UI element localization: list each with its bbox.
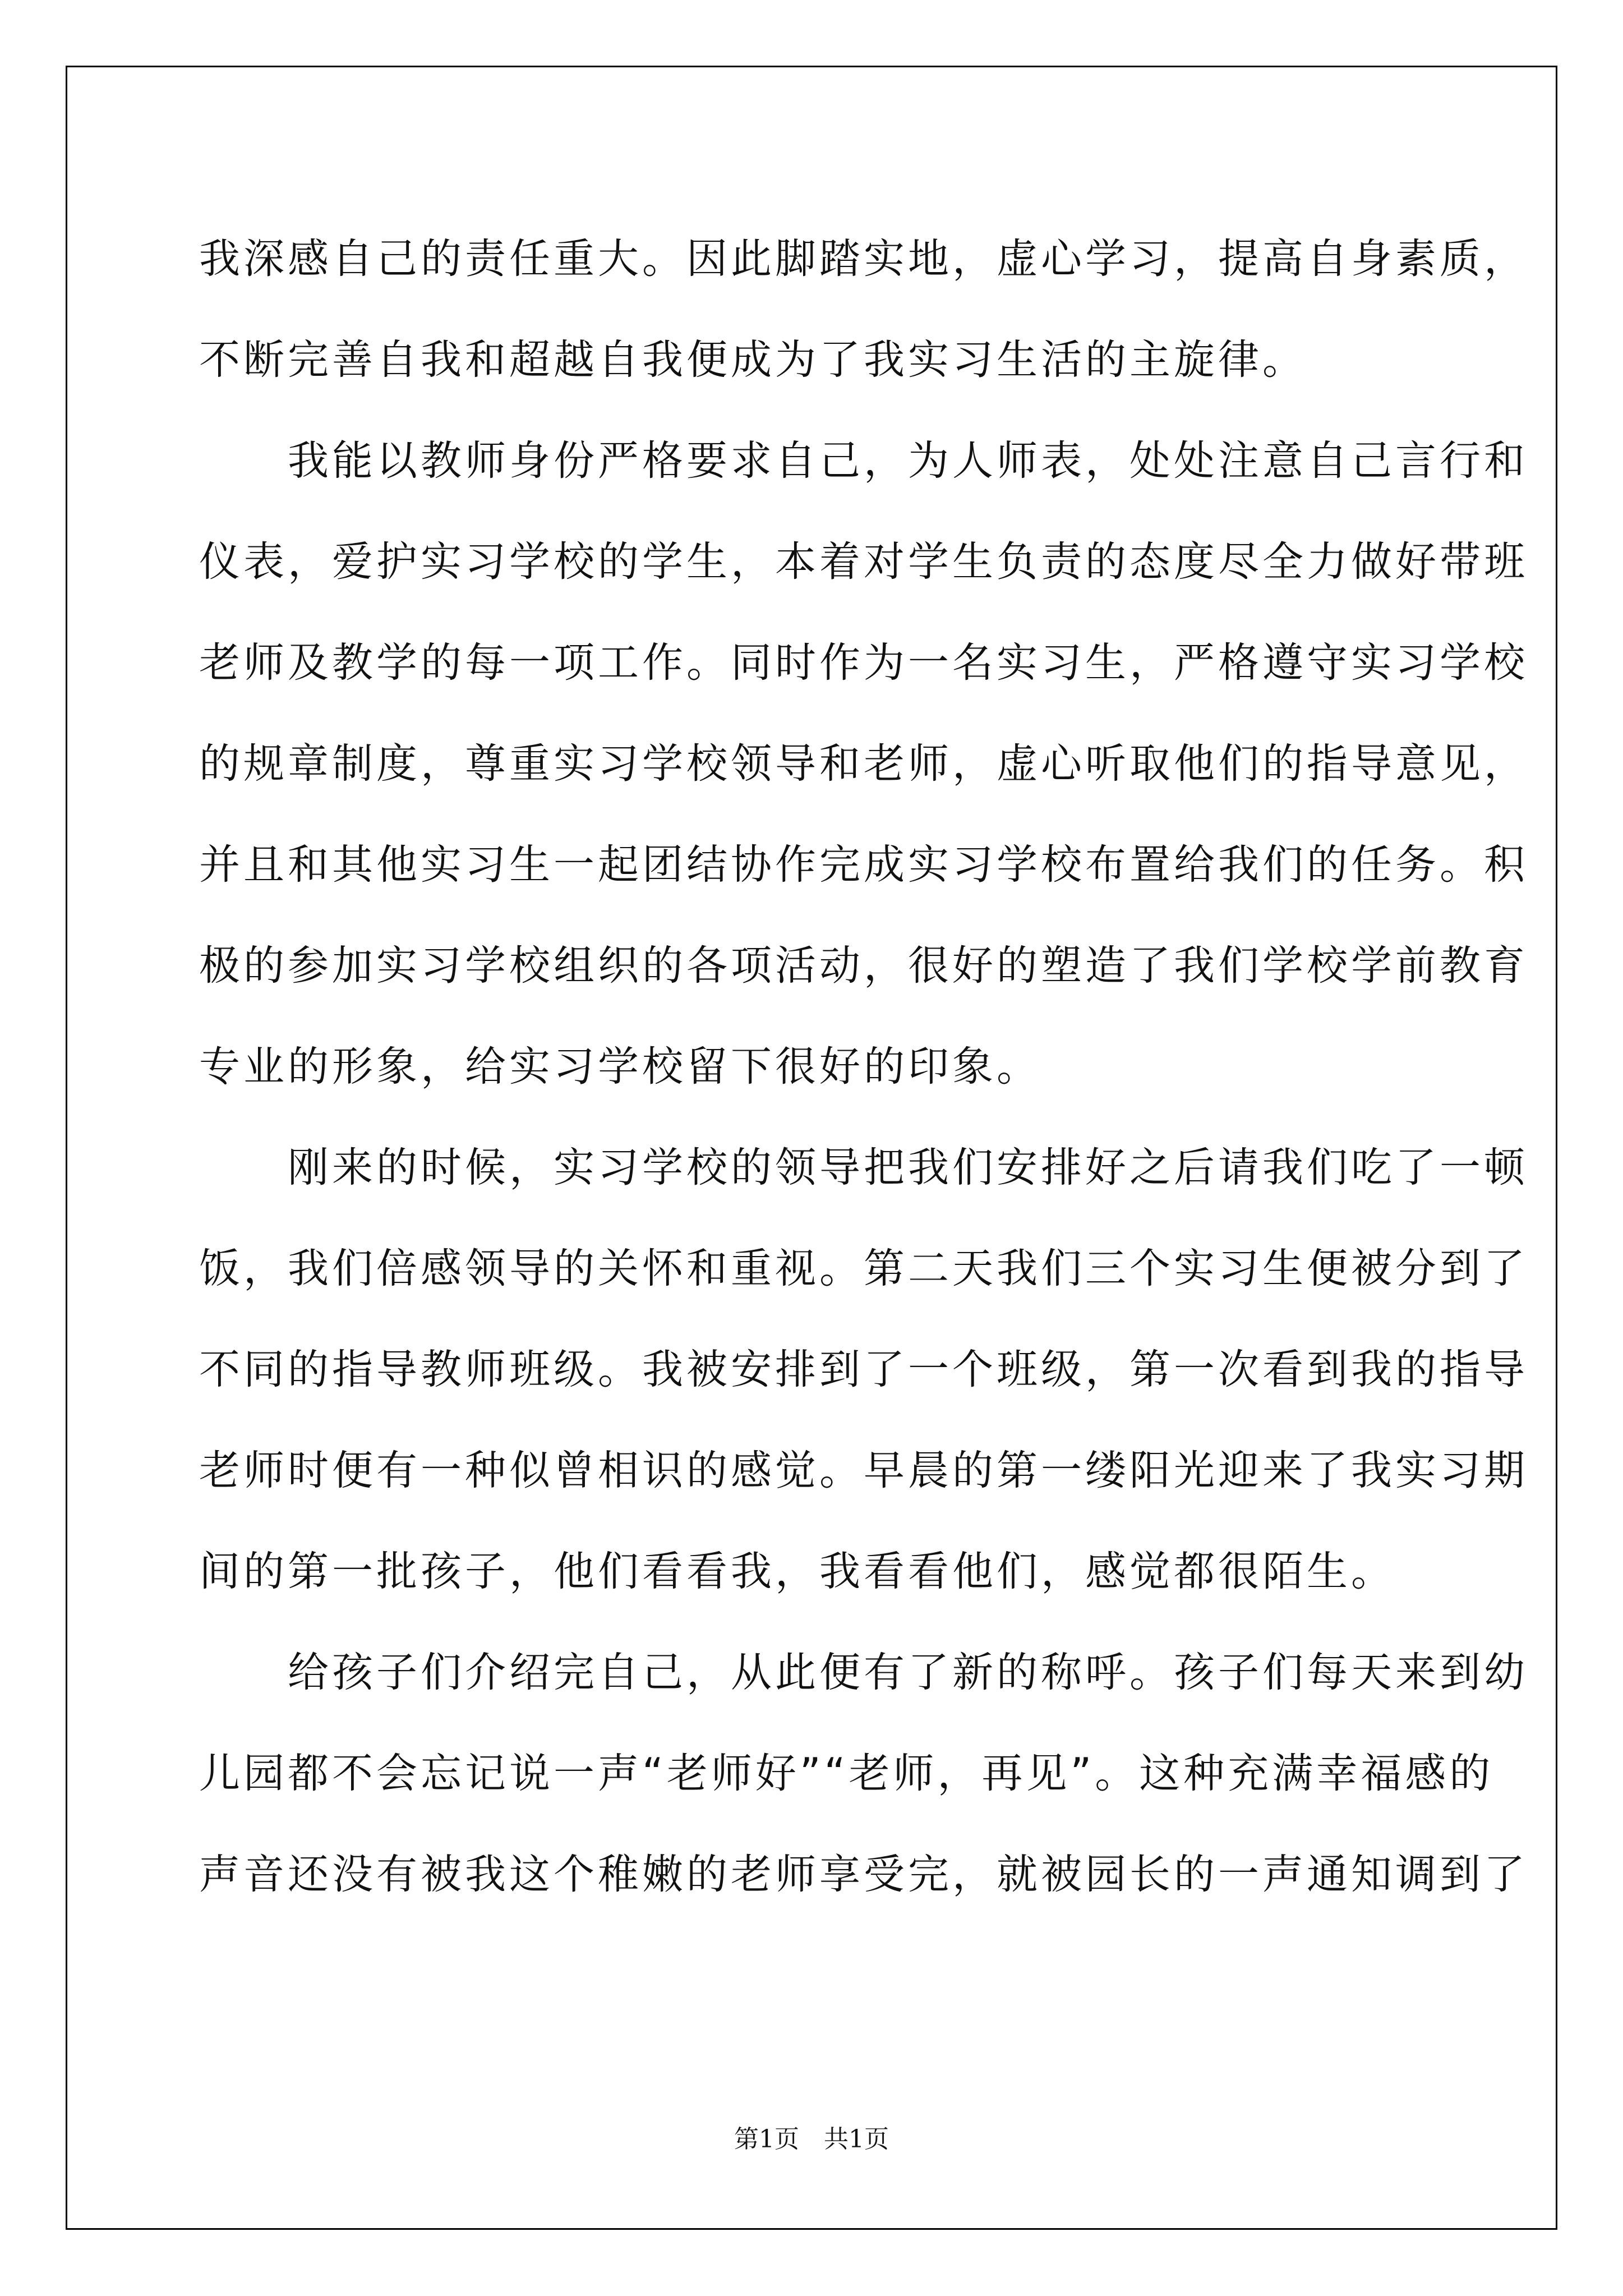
text-line: 极的参加实习学校组织的各项活动，很好的塑造了我们学校学前教育 bbox=[199, 942, 1528, 990]
text-line: 我能以教师身份严格要求自己，为人师表，处处注意自己言行和 bbox=[199, 437, 1528, 485]
text-line: 儿园都不会忘记说一声“老师好”“老师，再见”。这种充满幸福感的 bbox=[199, 1750, 1494, 1797]
text-line: 的规章制度，尊重实习学校领导和老师，虚心听取他们的指导意见， bbox=[199, 740, 1528, 788]
text-line: 刚来的时候，实习学校的领导把我们安排好之后请我们吃了一顿 bbox=[199, 1144, 1528, 1191]
text-line: 间的第一批孩子，他们看看我，我看看他们，感觉都很陌生。 bbox=[199, 1548, 1395, 1595]
text-line: 专业的形象，给实习学校留下很好的印象。 bbox=[199, 1043, 1041, 1091]
text-line: 并且和其他实习生一起团结协作完成实习学校布置给我们的任务。积 bbox=[199, 841, 1528, 889]
text-line: 饭，我们倍感领导的关怀和重视。第二天我们三个实习生便被分到了 bbox=[199, 1245, 1528, 1292]
text-line: 老师及教学的每一项工作。同时作为一名实习生，严格遵守实习学校 bbox=[199, 639, 1528, 687]
text-line: 仪表，爱护实习学校的学生，本着对学生负责的态度尽全力做好带班 bbox=[199, 538, 1528, 586]
document-body bbox=[199, 209, 1528, 1925]
text-line: 不断完善自我和超越自我便成为了我实习生活的主旋律。 bbox=[199, 336, 1307, 384]
page-number-footer: 第1页 共1页 bbox=[734, 2125, 889, 2154]
text-line: 给孩子们介绍完自己，从此便有了新的称呼。孩子们每天来到幼 bbox=[199, 1649, 1528, 1696]
text-line: 老师时便有一种似曾相识的感觉。早晨的第一缕阳光迎来了我实习期 bbox=[199, 1447, 1528, 1494]
text-line: 不同的指导教师班级。我被安排到了一个班级，第一次看到我的指导 bbox=[199, 1346, 1528, 1393]
text-line: 我深感自己的责任重大。因此脚踏实地，虚心学习，提高自身素质， bbox=[199, 235, 1528, 283]
text-line: 声音还没有被我这个稚嫩的老师享受完，就被园长的一声通知调到了 bbox=[199, 1851, 1528, 1898]
